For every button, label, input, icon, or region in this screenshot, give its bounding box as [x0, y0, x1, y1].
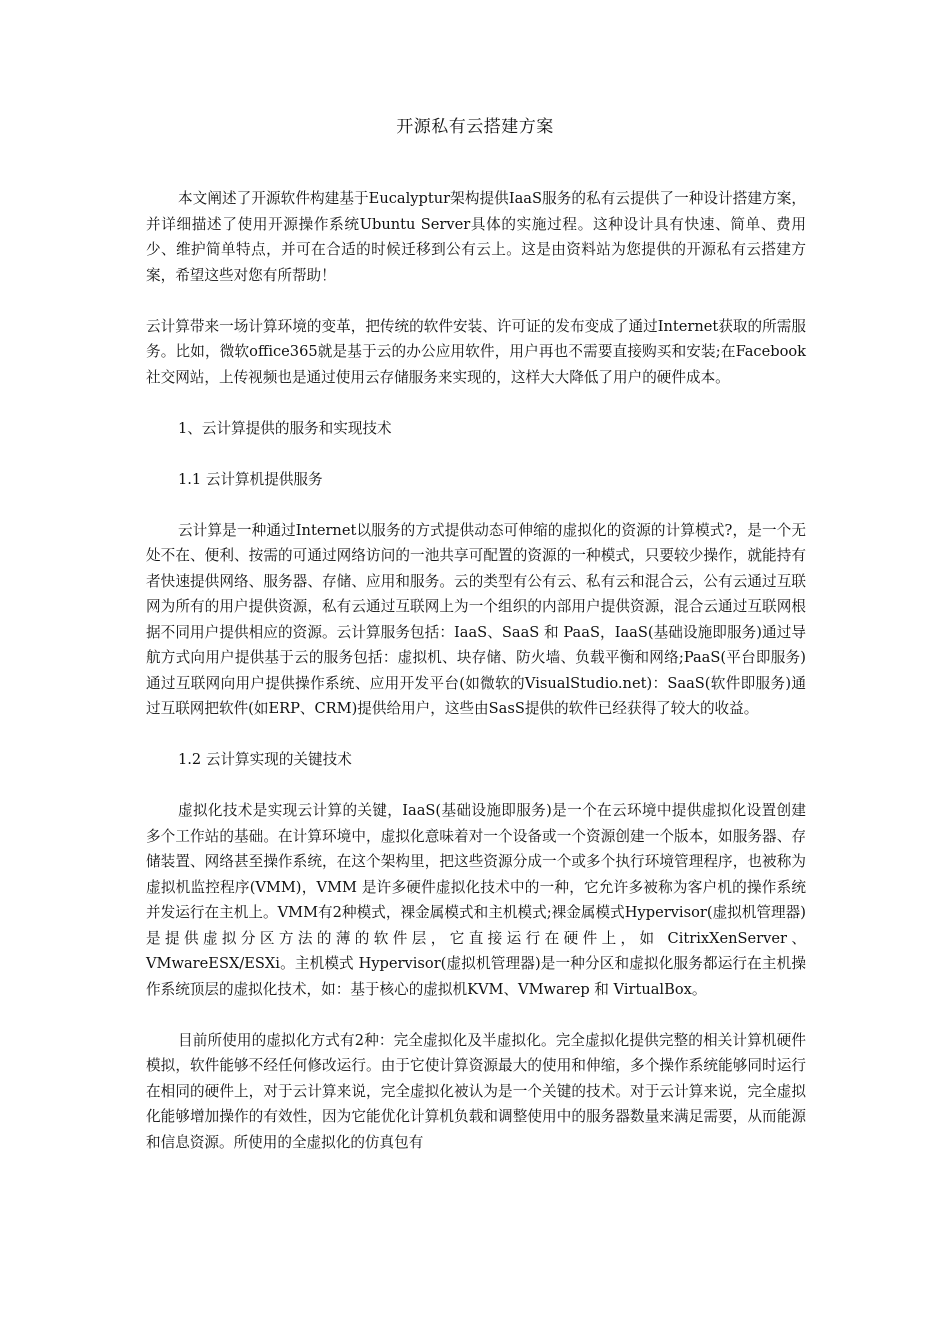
virtualization-paragraph: 虚拟化技术是实现云计算的关键，IaaS(基础设施即服务)是一个在云环境中提供虚拟化设置创建多个工作站的基础。在计算环境中，虚拟化意味着对一个设备或一个资源创建一个版本，如服务器、存储装置、网络甚至操作系统，在这个架构里，把这些资源分成一个或多个执行环境管理程序，也被称为虚拟机监控程序(VMM)，VMM 是许多硬件虚拟化技术中的一种，它允许多被称为客户机的操作系统并发运行在主机上。VMM有2种模式，裸金属模式和主机模式;裸金属模式Hypervisor(虚拟机管理器)是提供虚拟分区方法的薄的软件层，它直接运行在硬件上，如 CitrixXenServer、VMwareESX/ESXi。主机模式 Hypervisor(虚拟机管理器)是一种分区和虚拟化服务都运行在主机操作系统顶层的虚拟化技术，如：基于核心的虚拟机KVM、VMwarep 和 VirtualBox。: [146, 802, 806, 998]
cloud-computing-paragraph: 云计算带来一场计算环境的变革，把传统的软件安装、许可证的发布变成了通过Internet获取的所需服务。比如，微软office365就是基于云的办公应用软件，用户再也不需要直接购买和安装;在Facebook社交网站，上传视频也是通过使用云存储服务来实现的，这样大大降低了用户的硬件成本。: [146, 317, 806, 386]
intro-paragraph: 本文阐述了开源软件构建基于Eucalyptur架构提供IaaS服务的私有云提供了一种设计搭建方案，并详细描述了使用开源操作系统Ubuntu Server具体的实施过程。这种设计具有快速、简单、费用少、维护简单特点，并可在合适的时候迁移到公有云上。这是由资料站为您提供的开源私有云搭建方案，希望这些对您有所帮助！: [146, 190, 806, 284]
section-heading-1-1: 1.1 云计算机提供服务: [178, 470, 323, 488]
document-body: [146, 186, 806, 1181]
section-heading-1: 1、云计算提供的服务和实现技术: [178, 419, 392, 437]
document-title: 开源私有云搭建方案: [396, 117, 554, 137]
section-heading-1-2: 1.2 云计算实现的关键技术: [178, 751, 352, 768]
services-paragraph: 云计算是一种通过Internet以服务的方式提供动态可伸缩的虚拟化的资源的计算模式?，是一个无处不在、便利、按需的可通过网络访问的一池共享可配置的资源的一种模式，只要较少操作，就能持有者快速提供网络、服务器、存储、应用和服务。云的类型有公有云、私有云和混合云，公有云通过互联网为所有的用户提供资源，私有云通过互联网上为一个组织的内部用户提供资源，混合云通过互联网根据不同用户提供相应的资源。云计算服务包括：IaaS、SaaS 和 PaaS，IaaS(基础设施即服务)通过导航方式向用户提供基于云的服务包括：虚拟机、块存储、防火墙、负载平衡和网络;PaaS(平台即服务)通过互联网向用户提供操作系统、应用开发平台(如微软的VisualStudio.net)：SaaS(软件即服务)通过互联网把软件(如ERP、CRM)提供给用户，这些由SasS提供的软件已经获得了较大的收益。: [146, 521, 806, 717]
full-virtualization-paragraph: 目前所使用的虚拟化方式有2种：完全虚拟化及半虚拟化。完全虚拟化提供完整的相关计算机硬件模拟，软件能够不经任何修改运行。由于它使计算资源最大的使用和伸缩，多个操作系统能够同时运行在相同的硬件上，对于云计算来说，完全虚拟化被认为是一个关键的技术。对于云计算来说，完全虚拟化能够增加操作的有效性，因为它能优化计算机负载和调整使用中的服务器数量来满足需要，从而能源和信息资源。所使用的全虚拟化的仿真包有: [146, 1031, 806, 1151]
